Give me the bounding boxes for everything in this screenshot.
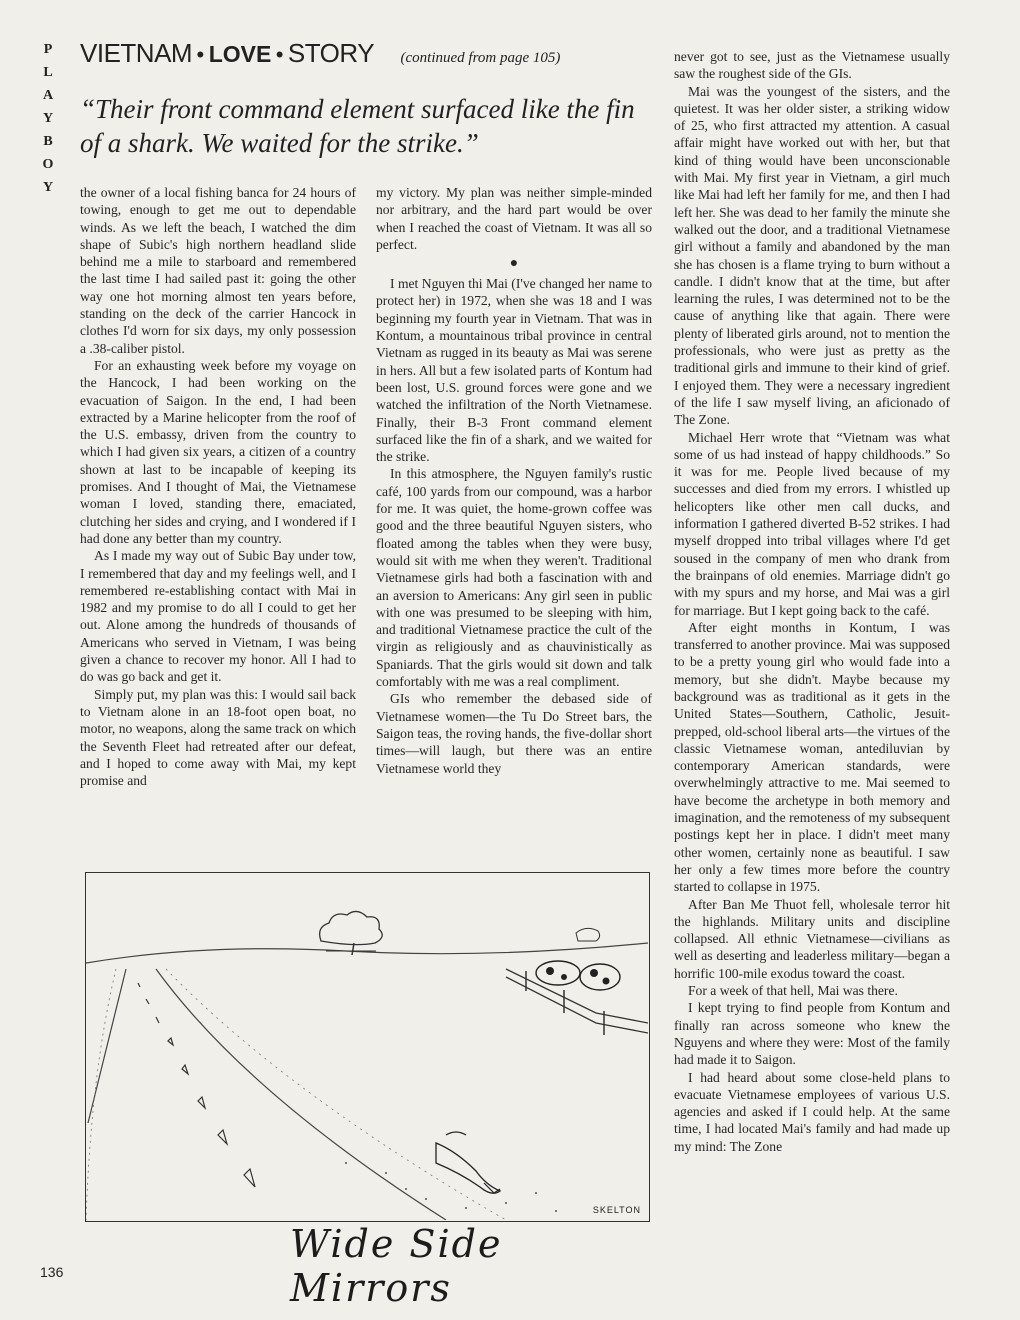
cartoon-illustration [85,872,650,1222]
text-column-1 [80,184,356,789]
paragraph: After Ban Me Thuot fell, wholesale terror hit the highlands. Military units and discipline collapsed. All ethnic Vietnamese—civilians as well as deserting and leaderless military—began a horrific 100-mile exodus toward the coast. [674,896,950,981]
cartoon-drawing [86,873,648,1220]
paragraph: the owner of a local fishing banca for 24 hours of towing, enough to get me out to dependable winds. As we left the beach, I watched the dim shape of Subic's high northern headland slide behind me a mile to starboard and remembered the last time I had sailed past it: going the other way one hot morning almost ten years before, standing on the deck of the carrier Hancock in clothes I'd worn for six days, my only possession a .38-caliber pistol. [80,185,356,356]
page-number: 136 [40,1264,64,1280]
paragraph: In this atmosphere, the Nguyen family's rustic café, 100 yards from our compound, was a harbor for me. It was quiet, the home-grown coffee was good and the three beautiful Nguyen sisters, who floated among the tables when they were busy, would sit with me when they weren't. Traditional Vietnamese girls had both a fascination with and an aversion to Americans: Any girl seen in public with one was presumed to be sleeping with him, and traditional Vietnamese practice the cult of the virgin as religiously and as chauvinistically as Spaniards. That the girls would sit down and talk comfortably with me was a real compliment. [376,466,652,690]
paragraph: I met Nguyen thi Mai (I've changed her name to protect her) in 1972, when she was 18 and I was beginning my fourth year in Vietnam. That was in Kontum, a mountainous tribal province in central Vietnam as rugged in its beauty as Mai was serene in hers. All but a few isolated parts of Kontum had been lost, U.S. ground forces were gone and we watched the infiltration of the North Vietnamese. Finally, their B-3 Front command element surfaced like the fin of a shark, and we waited for the strike. [376,276,652,465]
paragraph: Michael Herr wrote that “Vietnam was what some of us had instead of happy childhoods.” So it was for me. People lived because of my successes and died from my errors. I whistled up helicopters like other men call ducks, and information I gathered diverted B-52 strikes. I had myself dropped into tribal villages where I'd get soused in the company of men who drank from the brainpans of old enemies. Marriage didn't go with my spurs and my horse, and Mai was a girl for marriage. But I kept going back to the café. [674,429,950,618]
header-word-story: STORY [287,38,375,68]
paragraph: As I made my way out of Subic Bay under tow, I remembered that day and my feelings well, and I remembered re-establishing contact with Mai in 1982 and my promise to do all I could to get her out. Alone among the hundreds of thousands of Americans who served in Vietnam, I was being given a chance to recover my honor. All I had to do was go back and get it. [80,548,356,685]
paragraph: my victory. My plan was neither simple-minded nor arbitrary, and the hard part would be over when I reached the coast of Vietnam. It was all so perfect. [376,185,652,252]
magazine-spine-label [38,38,58,199]
text-column-3 [674,48,950,1155]
spine-letter: Y [42,111,54,126]
header-word-vietnam: VIETNAM [80,38,193,68]
spine-letter: O [42,157,54,172]
paragraph: I had heard about some close-held plans to evacuate Vietnamese employees of various U.S. agencies and asked if I could help. At the same time, I had located Mai's family and had made up my mind: The Zone [674,1069,950,1154]
paragraph: For an exhausting week before my voyage on the Hancock, I had been working on the evacuation of Saigon. In the end, I had been extracted by a Marine helicopter from the roof of the U.S. embassy, driven from the country to which I had given six years, a citizen of a country shown at last to be incapable of keeping its promises. And I thought of Mai, the Vietnamese woman I loved, standing there, emaciated, clutching her sides and crying, and I wondered if I had done any better than my country. [80,357,356,546]
spine-letter: A [42,88,54,103]
header-word-love: LOVE [208,41,272,67]
continued-from-note: (continued from page 105) [400,50,561,66]
header-dot: • [275,42,284,67]
artist-signature: SKELTON [592,1205,641,1215]
paragraph: Simply put, my plan was this: I would sail back to Vietnam alone in an 18-foot open boat, no motor, no weapons, along the same track on which the Seventh Fleet had retreated after our defeat, and I hoped to come away with Mai, my kept promise and [80,686,356,789]
spine-letter: L [43,65,53,80]
cartoon-caption: Wide Side Mirrors [290,1222,503,1310]
section-break-bullet: ● [509,256,519,272]
article-header [80,38,680,74]
pull-quote: “Their front command element surfaced like the fin of a shark. We waited for the strike.” [80,94,635,158]
text-column-2 [376,184,652,777]
paragraph: I kept trying to find people from Kontum and finally ran across someone who knew the Nguyens and where they were: Most of the family had made it to Saigon. [674,1000,950,1068]
spine-letter: Y [42,180,54,195]
paragraph: For a week of that hell, Mai was there. [688,983,898,999]
paragraph: Mai was the youngest of the sisters, and the quietest. It was her older sister, a striking widow of 25, who first attracted my attention. A casual affair might have worked out with her, but that kind of thing would have been unconscionable with Mai. My first year in Vietnam, a girl much like Mai had left her family for me, and then I had left her. She was dead to her family the minute she walked out the door, and a traditional Vietnamese girl without a family and abandoned by the man she has chosen is a flame trying to burn without a candle. I didn't know that at the time, but after learning the rules, I was determined not to be the cause of anything like that again. There were plenty of liberated girls around, not to mention the professionals, who were just as pretty as the traditional girls and immune to their kind of grief. I enjoyed them. They were a necessary ingredient of the life I saw myself living, an aficionado of The Zone. [674,83,950,428]
paragraph: GIs who remember the debased side of Vietnamese women—the Tu Do Street bars, the Saigon teas, the roving hands, the five-dollar short times—will laugh, but there was an entire Vietnamese world they [376,691,652,776]
spine-letter: P [43,42,53,57]
paragraph: After eight months in Kontum, I was transferred to another province. Mai was supposed to be a pretty young girl who would fade into a memory, but she didn't. Maybe because my background was as traditional as it gets in the United States—Southern, Catholic, Jesuit-prepped, old-school liberal arts—the virtues of the classic Vietnamese woman, antediluvian by contemporary American standards, were overwhelmingly attractive to me. Mai seemed to have become the archetype in both memory and imagination, and the remoteness of my subsequent postings kept her in place. I didn't meet many other women, certainly none as beautiful. I saw her only a few times more before the country started to collapse in 1975. [674,619,950,895]
spine-letter: B [43,134,53,149]
header-dot: • [196,42,205,67]
paragraph: never got to see, just as the Vietnamese usually saw the roughest side of the GIs. [674,49,950,82]
